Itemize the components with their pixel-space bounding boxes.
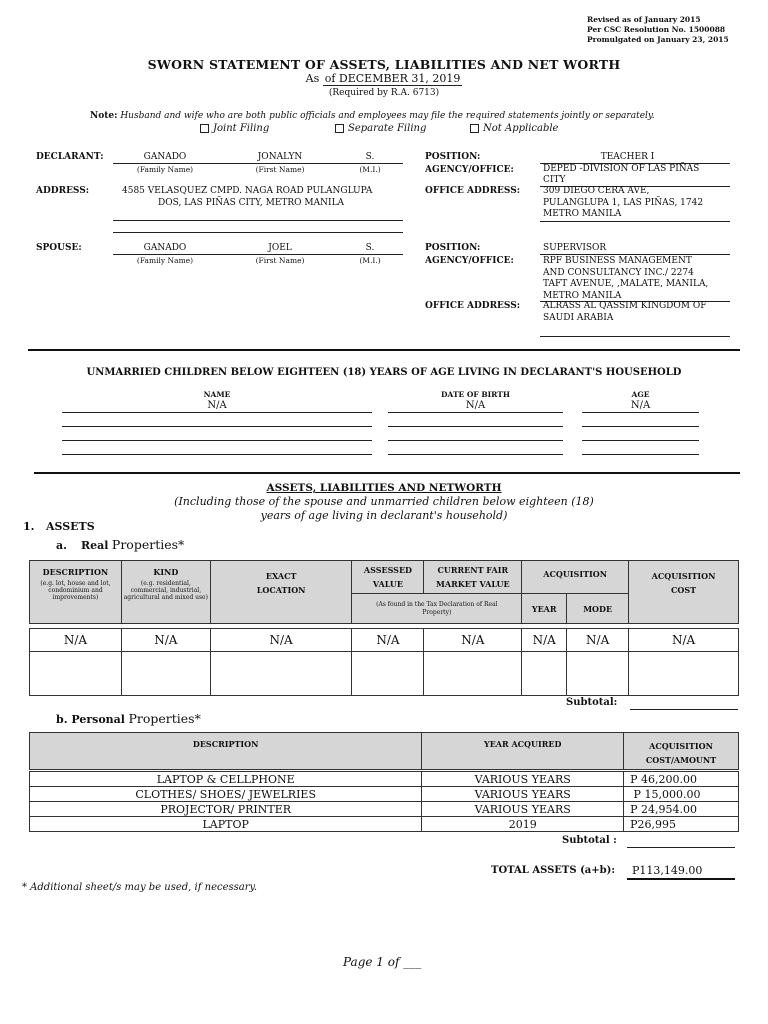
declarant-family-caption: (Family Name) — [136, 165, 194, 174]
children-name-value: N/A — [207, 400, 227, 411]
spouse-position-label: POSITION: — [425, 243, 481, 253]
spouse-mi-caption: (M.I.) — [359, 256, 381, 265]
personal-cell-cost: P 46,200.00 — [624, 772, 739, 787]
spouse-office-address — [543, 301, 706, 324]
spouse-label: SPOUSE: — [36, 243, 82, 253]
declarant-address-label: ADDRESS: — [36, 186, 90, 196]
separate-filing-checkbox[interactable] — [335, 124, 344, 133]
declarant-family-name: GANADO — [143, 152, 187, 162]
declarant-agency-label: AGENCY/OFFICE: — [425, 165, 514, 175]
spouse-agency-line-1: RPF BUSINESS MANAGEMENT — [543, 256, 692, 266]
personal-subtotal-label: Subtotal : — [562, 835, 617, 846]
real-header-description — [30, 561, 122, 624]
real-header-fair-value — [424, 561, 522, 594]
footnote: * Additional sheet/s may be used, if necessary. — [22, 882, 258, 893]
spouse-agency-line-2: AND CONSULTANCY INC./ 2274 — [543, 267, 694, 278]
personal-cell-description: PROJECTOR/ PRINTER — [30, 802, 422, 817]
children-age-header: AGE — [631, 390, 650, 399]
personal-cell-year: VARIOUS YEARS — [422, 787, 624, 802]
declarant-agency-line-1: DEPED -DIVISION OF LAS PIÑAS — [543, 164, 700, 174]
real-h-loc-1: EXACT — [265, 571, 297, 581]
personal-cell-cost: P 24,954.00 — [624, 802, 739, 817]
declarant-position: TEACHER I — [600, 152, 655, 162]
real-cell-kind: N/A — [121, 629, 210, 652]
declarant-agency — [543, 164, 699, 186]
personal-cell-year: VARIOUS YEARS — [422, 772, 624, 787]
real-header-cost — [629, 561, 739, 624]
personal-properties-table — [29, 732, 739, 832]
personal-cell-cost: P26,995 — [624, 817, 739, 832]
as-of-value: of DECEMBER 31, 2019 — [324, 72, 461, 85]
total-assets-label: TOTAL ASSETS (a+b): — [491, 865, 616, 876]
section-divider — [28, 349, 740, 351]
real-label-props: Properties* — [111, 537, 185, 552]
spouse-family-caption: (Family Name) — [136, 256, 194, 265]
alnw-heading: ASSETS, LIABILITIES AND NETWORTH — [266, 482, 502, 494]
joint-filing-label: Joint Filing — [213, 123, 270, 134]
real-h-kind: KIND — [153, 567, 179, 577]
personal-h-cost-2: COST/AMOUNT — [645, 755, 717, 765]
real-h-desc: DESCRIPTION — [42, 567, 109, 577]
real-h-assessed-2: VALUE — [372, 579, 403, 589]
as-of-date — [0, 72, 768, 85]
declarant-position-label: POSITION: — [425, 152, 481, 162]
real-header-location — [210, 561, 352, 624]
real-cell-location: N/A — [210, 629, 352, 652]
declarant-first-name: JONALYN — [257, 152, 303, 162]
joint-filing-checkbox[interactable] — [200, 124, 209, 133]
not-applicable-label: Not Applicable — [483, 123, 559, 134]
spouse-office-label: OFFICE ADDRESS: — [425, 301, 521, 311]
declarant-agency-line-2: CITY — [543, 175, 566, 185]
personal-row — [30, 802, 739, 817]
spouse-position: SUPERVISOR — [543, 243, 607, 253]
revision-line-3: Promulgated on January 23, 2015 — [587, 35, 729, 44]
real-h-kind-sub: (e.g. residential, commercial, industrial, agricultural and mixed use) — [123, 580, 208, 601]
declarant-address-line-1: 4585 VELASQUEZ CMPD. NAGA ROAD PULANGLUPA — [122, 186, 373, 196]
children-name-header: NAME — [203, 390, 231, 399]
alnw-subtitle-1: (Including those of the spouse and unmarried children below eighteen (18) — [174, 495, 594, 508]
page-number: Page 1 of ___ — [343, 955, 422, 969]
real-h-loc-2: LOCATION — [256, 585, 306, 595]
declarant-mi: S. — [365, 152, 375, 162]
declarant-label: DECLARANT: — [36, 152, 104, 162]
personal-cell-year: 2019 — [422, 817, 624, 832]
declarant-office-line-2: PULANGLUPA 1, LAS PIÑAS, 1742 — [543, 197, 704, 208]
total-assets-line — [627, 878, 735, 880]
real-label-a: a. — [56, 539, 67, 552]
revision-line-1: Revised as of January 2015 — [587, 15, 701, 24]
children-dob-value: N/A — [465, 400, 486, 411]
note-text: Husband and wife who are both public officials and employees may file the required statements jointly or separately. — [120, 111, 655, 121]
real-property-empty-row — [30, 652, 739, 696]
personal-cell-description: LAPTOP & CELLPHONE — [30, 772, 422, 787]
spouse-agency-line-4: METRO MANILA — [543, 290, 622, 301]
personal-row — [30, 772, 739, 787]
personal-cell-description: LAPTOP — [30, 817, 422, 832]
revision-line-2: Per CSC Resolution No. 1500088 — [587, 25, 726, 34]
real-header-mode: MODE — [567, 594, 629, 624]
real-subtotal-line — [630, 709, 738, 710]
personal-label-props: Properties* — [128, 711, 201, 726]
real-header-acquisition: ACQUISITION — [522, 561, 629, 594]
note — [90, 111, 655, 121]
declarant-office-line-1: 309 DIEGO CERA AVE, — [543, 186, 650, 196]
spouse-office-line-2: SAUDI ARABIA — [543, 312, 614, 323]
personal-h-cost-1: ACQUISITION — [649, 741, 713, 751]
children-age-value: N/A — [630, 400, 651, 411]
personal-row — [30, 787, 739, 802]
real-cell-assessed: N/A — [352, 629, 424, 652]
not-applicable-option[interactable] — [470, 123, 558, 134]
spouse-family-name: GANADO — [143, 243, 187, 253]
real-h-assessed-1: ASSESSED — [363, 565, 412, 575]
real-properties-table — [29, 560, 739, 696]
real-h-fair-2: MARKET VALUE — [436, 579, 510, 589]
declarant-office-line-3: METRO MANILA — [543, 209, 622, 219]
as-of-label: As — [305, 72, 320, 85]
separate-filing-label: Separate Filing — [348, 123, 427, 134]
not-applicable-checkbox[interactable] — [470, 124, 479, 133]
real-cell-cost: N/A — [629, 629, 739, 652]
declarant-address-line-2: DOS, LAS PIÑAS CITY, METRO MANILA — [158, 198, 345, 208]
personal-subtotal-line — [627, 847, 735, 848]
assets-label: 1. ASSETS — [23, 520, 95, 533]
real-h-cost-2: COST — [671, 585, 697, 595]
real-cell-fair-value: N/A — [424, 629, 522, 652]
real-h-fair-1: CURRENT FAIR — [437, 565, 509, 575]
alnw-subtitle-2: years of age living in declarant's household) — [260, 509, 508, 522]
note-label: Note: — [90, 111, 118, 121]
real-header-kind — [121, 561, 210, 624]
personal-cell-year: VARIOUS YEARS — [422, 802, 624, 817]
real-h-cost-1: ACQUISITION — [651, 571, 716, 581]
declarant-office-label: OFFICE ADDRESS: — [425, 186, 521, 196]
real-header-year: YEAR — [522, 594, 567, 624]
declarant-mi-caption: (M.I.) — [359, 165, 381, 174]
real-cell-description: N/A — [30, 629, 122, 652]
personal-label-b: b. Personal — [56, 713, 125, 726]
spouse-agency-line-3: TAFT AVENUE, ,MALATE, MANILA, — [543, 279, 709, 289]
spouse-agency — [543, 256, 708, 302]
real-h-desc-sub: (e.g. lot, house and lot, condominium and improvements) — [40, 580, 111, 601]
separate-filing-option[interactable] — [335, 123, 426, 134]
spouse-first-name: JOEL — [268, 243, 292, 253]
personal-header-cost — [624, 733, 739, 770]
section-divider-2 — [34, 472, 740, 474]
real-cell-year: N/A — [522, 629, 567, 652]
total-assets-value: P113,149.00 — [632, 864, 703, 877]
real-subtotal-label: Subtotal: — [566, 697, 618, 708]
real-property-row — [30, 629, 739, 652]
spouse-office-line-1: ALRASS AL QASSIM KINGDOM OF — [543, 301, 707, 311]
personal-header-description: DESCRIPTION — [30, 733, 422, 770]
children-heading: UNMARRIED CHILDREN BELOW EIGHTEEN (18) YEARS OF AGE LIVING IN DECLARANT'S HOUSEHOLD — [86, 367, 682, 378]
personal-header-year: YEAR ACQUIRED — [422, 733, 624, 770]
real-header-tax-declaration: (As found in the Tax Declaration of Real Property) — [352, 594, 522, 624]
real-label-real: Real — [80, 539, 109, 552]
children-dob-header: DATE OF BIRTH — [441, 390, 510, 399]
real-properties-label — [56, 537, 184, 552]
real-cell-mode: N/A — [567, 629, 629, 652]
spouse-mi: S. — [365, 243, 375, 253]
joint-filing-option[interactable] — [200, 123, 269, 134]
declarant-office-address — [543, 186, 703, 221]
personal-properties-label — [56, 711, 201, 726]
personal-cell-description: CLOTHES/ SHOES/ JEWELRIES — [30, 787, 422, 802]
spouse-agency-label: AGENCY/OFFICE: — [425, 256, 514, 266]
revision-info — [587, 15, 729, 45]
personal-cell-cost: P 15,000.00 — [624, 787, 739, 802]
real-header-assessed — [352, 561, 424, 594]
declarant-first-caption: (First Name) — [255, 165, 305, 174]
document-title: SWORN STATEMENT OF ASSETS, LIABILITIES AND NET WORTH — [147, 57, 621, 72]
personal-row — [30, 817, 739, 832]
spouse-first-caption: (First Name) — [255, 256, 305, 265]
required-by: (Required by R.A. 6713) — [328, 88, 440, 98]
